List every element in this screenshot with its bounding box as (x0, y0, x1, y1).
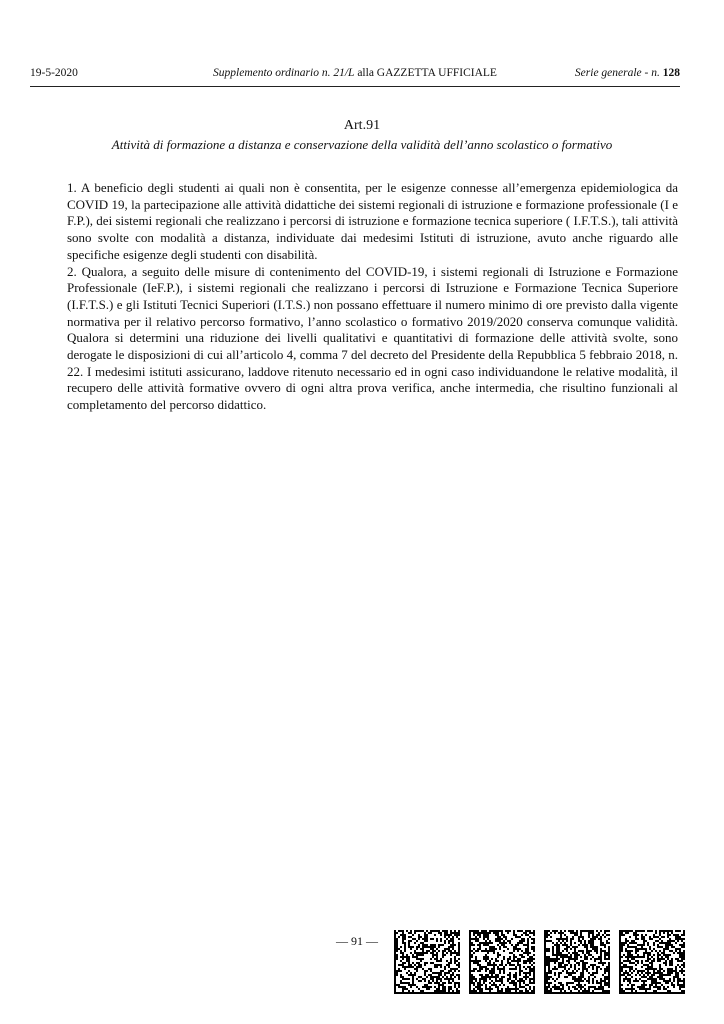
paragraph-1: 1. A beneficio degli studenti ai quali non è consentita, per le esigenze connesse all’emergenza epidemiologica da COVID 19, la partecipazione alle attività didattiche dei sistemi regionali di istruzione e formazione professionale (I e F.P.), dei sistemi regionali che realizzano i percorsi di istruzione e formazione tecnica superiore ( I.F.T.S.), tali attività sono svolte con modalità a distanza, individuate dai medesimi Istituti di istruzione, avuto anche riguardo alle specifiche esigenze degli studenti con disabilità. (67, 180, 678, 262)
datamatrix-block (619, 930, 685, 994)
header-series (575, 67, 680, 79)
datamatrix-block (544, 930, 610, 994)
series-number: 128 (662, 67, 680, 79)
datamatrix-block (469, 930, 535, 994)
header-rule (30, 86, 680, 87)
article-number: Art.91 (343, 118, 381, 133)
datamatrix-barcodes (394, 930, 686, 994)
article-body (67, 180, 678, 414)
datamatrix-code-icon (394, 930, 686, 994)
datamatrix-block (394, 930, 460, 994)
paragraph-2: 2. Qualora, a seguito delle misure di contenimento del COVID-19, i sistemi regionali di Istruzione e Formazione Professionale (IeF.P.), i sistemi regionali che realizzano i percorsi di Istruzione e Formazione Tecnica Superiore (I.F.T.S.) e gli Istituti Tecnici Superiori (I.T.S.) non possano effettuare il numero minimo di ore previsto dalla vigente normativa per il relativo percorso formativo, l’anno scolastico o formativo 2019/2020 conserva comunque validità. Qualora si determini una riduzione dei livelli qualitativi e quantitativi di formazione delle attività svolte, sono derogate le disposizioni di cui all’articolo 4, comma 7 del decreto del Presidente della Repubblica 5 febbraio 2018, n. 22. I medesimi istituti assicurano, laddove ritenuto necessario ed in ogni caso individuandone le relative modalità, il recupero delle attività formative ovvero di ogni altra prova verifica, anche intermedia, che risultino funzionali al completamento del percorso didattico. (67, 263, 678, 413)
publication-gazette: alla GAZZETTA UFFICIALE (354, 67, 497, 79)
page-header (30, 67, 680, 83)
publication-supplement: Supplemento ordinario n. 21/L (213, 67, 355, 79)
article-title: Attività di formazione a distanza e conservazione della validità dell’anno scolastico o formativo (111, 137, 613, 152)
header-date: 19-5-2020 (30, 67, 78, 79)
series-label: Serie generale - n. (574, 67, 663, 79)
page-number: — 91 — (336, 934, 378, 948)
